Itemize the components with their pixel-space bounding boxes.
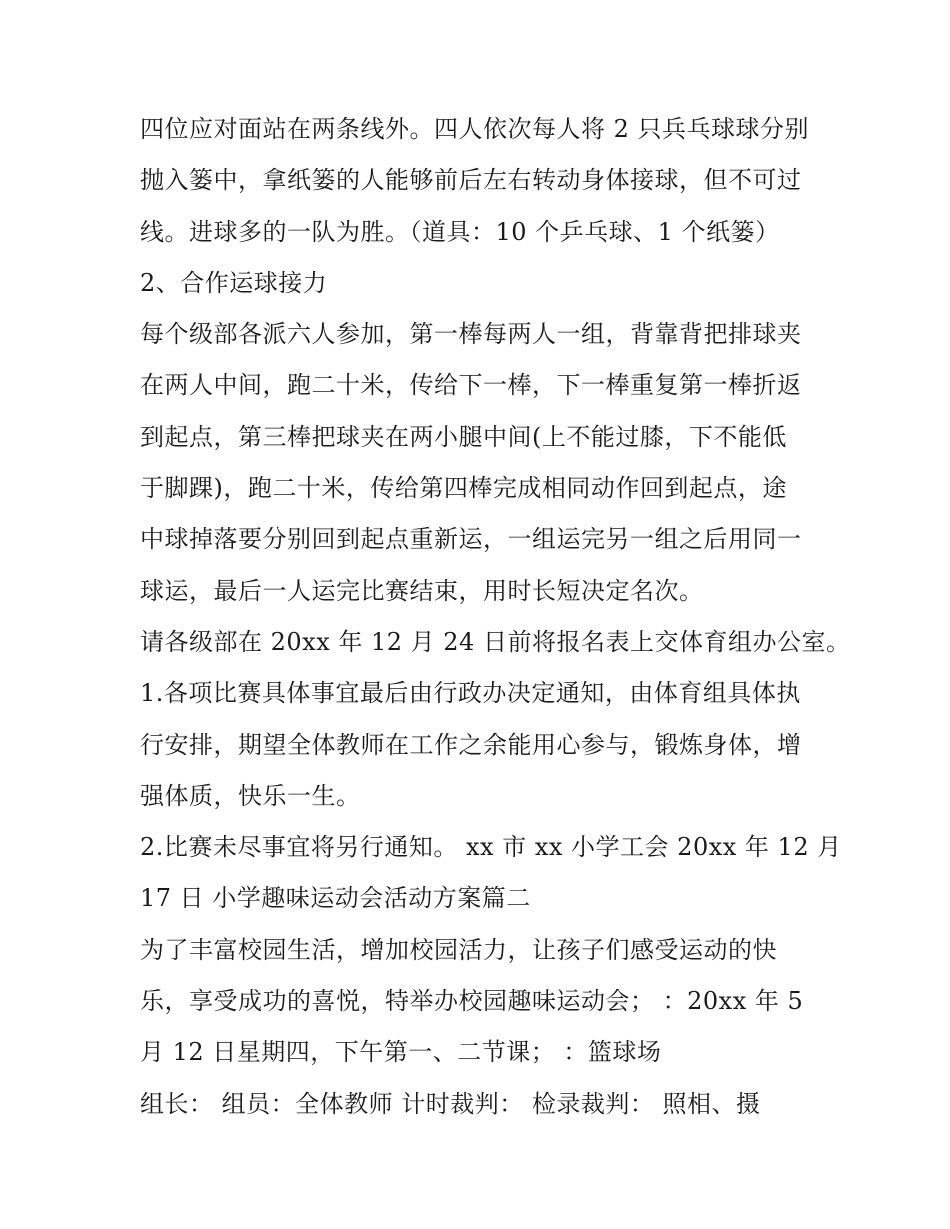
text-line: 到起点，第三棒把球夹在两小腿中间(上不能过膝，下不能低 bbox=[140, 422, 787, 451]
text-line: 请各级部在 20xx 年 12 月 24 日前将报名表上交体育组办公室。 bbox=[140, 627, 851, 656]
text-line: 球运，最后一人运完比赛结束，用时长短决定名次。 bbox=[140, 576, 704, 605]
text-line: 组长： 组员：全体教师 计时裁判： 检录裁判： 照相、摄 bbox=[140, 1089, 761, 1118]
text-line: 乐，享受成功的喜悦，特举办校园趣味运动会； ：20xx 年 5 bbox=[140, 987, 804, 1016]
section-heading: 2、合作运球接力 bbox=[140, 268, 328, 297]
text-line: 1.各项比赛具体事宜最后由行政办决定通知，由体育组具体执 bbox=[140, 679, 801, 708]
text-line: 为了丰富校园生活，增加校园活力，让孩子们感受运动的快 bbox=[140, 935, 777, 964]
text-line: 中球掉落要分别回到起点重新运，一组运完另一组之后用同一 bbox=[140, 525, 802, 554]
text-line: 在两人中间，跑二十米，传给下一棒，下一棒重复第一棒折返 bbox=[140, 371, 802, 400]
text-line: 每个级部各派六人参加，第一棒每两人一组，背靠背把排球夹 bbox=[140, 320, 802, 349]
text-line: 四位应对面站在两条线外。四人依次每人将 2 只兵乓球球分别 bbox=[140, 115, 810, 143]
text-line: 抛入篓中，拿纸篓的人能够前后左右转动身体接球，但不可过 bbox=[140, 166, 802, 195]
text-line: 月 12 日星期四，下午第一、二节课； ：篮球场 bbox=[140, 1038, 662, 1067]
text-line: 于脚踝)，跑二十米，传给第四棒完成相同动作回到起点，途 bbox=[140, 474, 787, 503]
text-line: 线。进球多的一队为胜。（道具：10 个乒乓球、1 个纸篓） bbox=[140, 217, 780, 246]
document-body bbox=[140, 104, 851, 1130]
text-line: 17 日 小学趣味运动会活动方案篇二 bbox=[140, 884, 531, 913]
text-line: 2.比赛未尽事宜将另行通知。 xx 市 xx 小学工会 20xx 年 12 月 bbox=[140, 833, 842, 862]
text-line: 行安排，期望全体教师在工作之余能用心参与，锻炼身体，增 bbox=[140, 730, 802, 759]
text-line: 强体质，快乐一生。 bbox=[140, 781, 361, 810]
